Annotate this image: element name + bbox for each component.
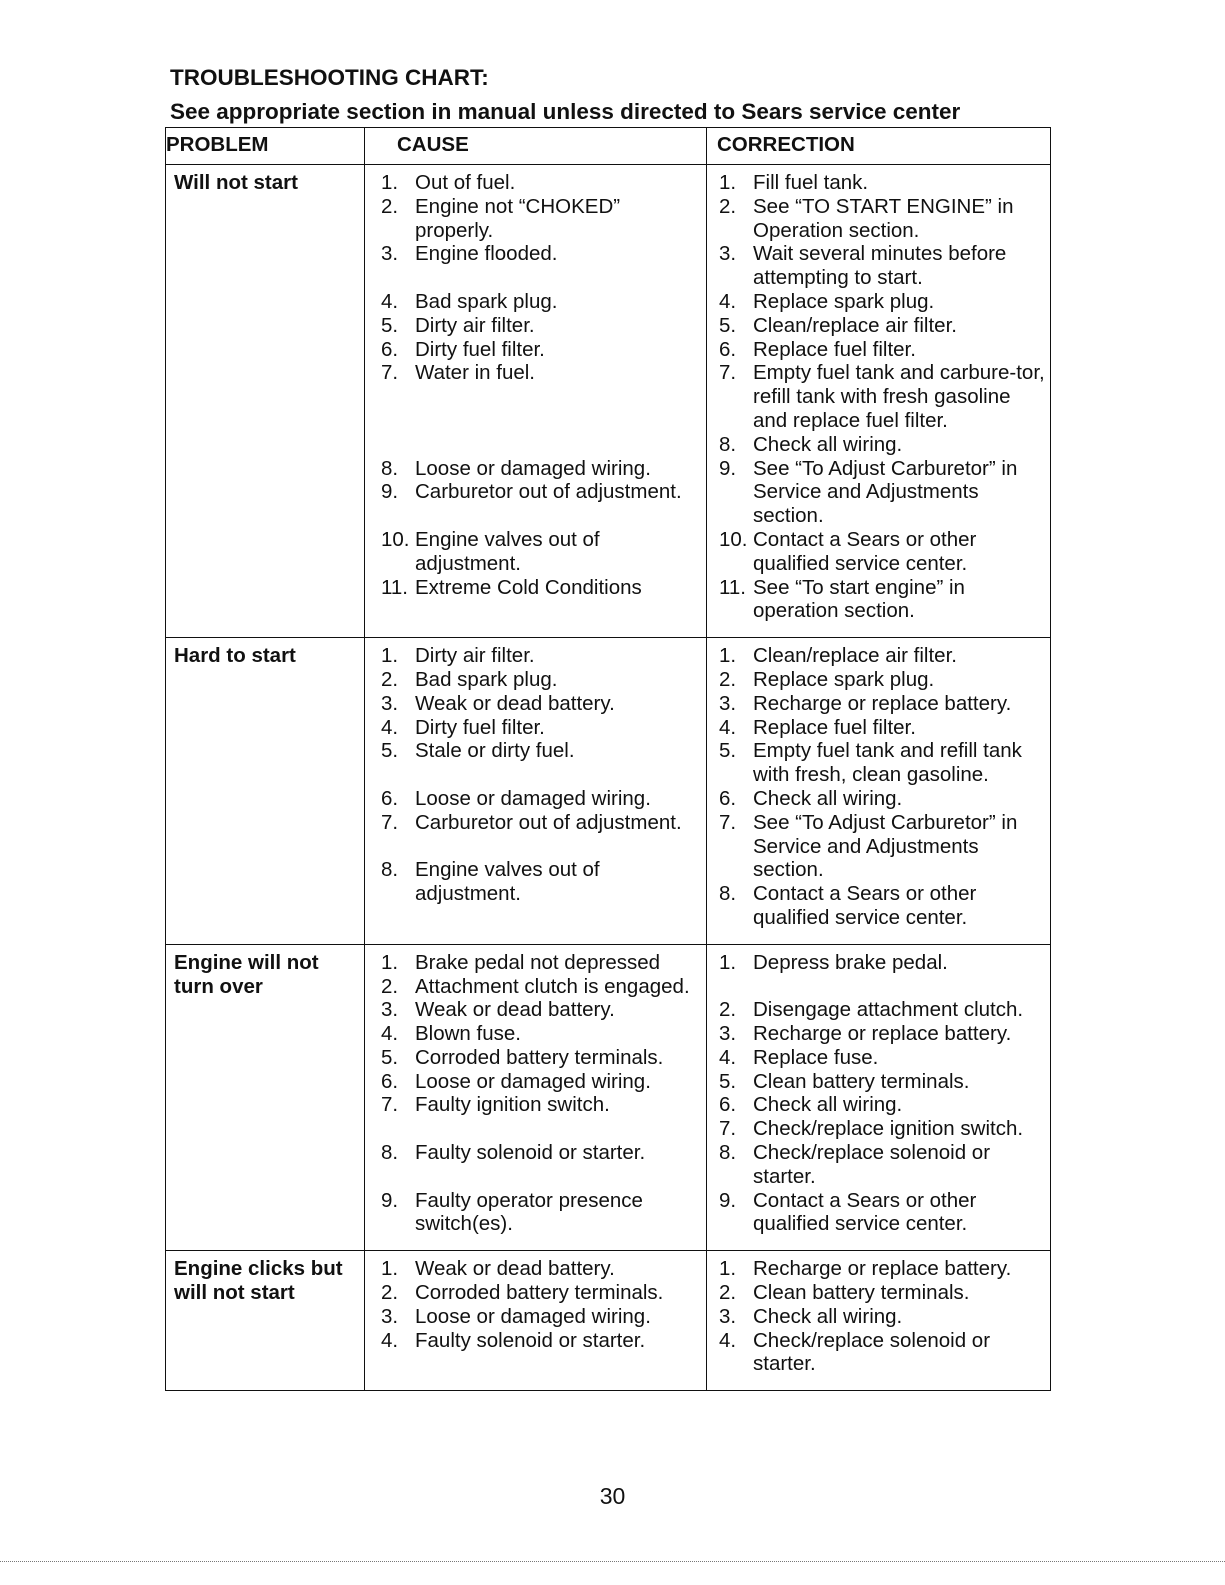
item-text: Empty fuel tank and refill tank with fresh, clean gasoline. [753, 739, 1022, 787]
item-text: Check all wiring. [753, 1304, 903, 1328]
item-text: Engine valves out of adjustment. [415, 527, 600, 575]
item-number: 1. [719, 1257, 737, 1281]
correction-cell [707, 165, 1051, 638]
item-number: 5. [719, 739, 737, 763]
item-number: 6. [719, 1093, 737, 1117]
item-text: Weak or dead battery. [415, 1257, 615, 1281]
item-text: See “To Adjust Carburetor” in Service and Adjustments section. [753, 810, 1018, 882]
item-text: Depress brake pedal. [753, 950, 948, 974]
item-text: Check/replace ignition switch. [753, 1117, 1024, 1141]
item-number: 6. [719, 786, 737, 810]
cause-cell [365, 1251, 707, 1391]
item-text: Brake pedal not depressed [415, 950, 661, 974]
item-text: Bad spark plug. [415, 667, 558, 691]
item-text: See “To start engine” in operation section. [753, 575, 965, 623]
item-text: Clean battery terminals. [753, 1069, 970, 1093]
correction-item [719, 1022, 1048, 1046]
item-text: Fill fuel tank. [753, 171, 869, 194]
item-text: Corroded battery terminals. [415, 1281, 664, 1305]
cause-item [381, 290, 702, 314]
cause-item [381, 1305, 702, 1329]
item-text: Dirty air filter. [415, 644, 535, 668]
item-number: 1. [381, 171, 399, 194]
correction-item [719, 787, 1048, 811]
cause-item [381, 1281, 702, 1305]
correction-item [719, 644, 1048, 668]
cause-item [381, 644, 702, 668]
item-number: 11. [719, 575, 746, 599]
item-number: 2. [381, 1281, 399, 1305]
item-number: 4. [719, 715, 737, 739]
item-number: 4. [719, 289, 737, 313]
item-text: Check all wiring. [753, 1093, 903, 1117]
item-number: 7. [719, 1117, 737, 1141]
correction-item [719, 1093, 1048, 1117]
correction-item [719, 1329, 1048, 1377]
correction-item [719, 1257, 1048, 1281]
item-number: 11. [381, 575, 408, 599]
item-text: Replace spark plug. [753, 289, 935, 313]
problem-cell: Hard to start [166, 638, 365, 945]
item-text: Loose or damaged wiring. [415, 456, 651, 480]
item-number: 3. [719, 1022, 737, 1046]
item-text: Faulty solenoid or starter. [415, 1141, 646, 1165]
item-number: 4. [381, 715, 399, 739]
item-number: 6. [381, 337, 399, 361]
header-correction: CORRECTION [707, 128, 1051, 165]
correction-item [719, 739, 1048, 787]
correction-cell [707, 638, 1051, 945]
item-number: 7. [381, 810, 399, 834]
item-text: Engine flooded. [415, 242, 558, 266]
correction-item [719, 692, 1048, 716]
page-subtitle: See appropriate section in manual unless directed to Sears service center [170, 99, 961, 124]
item-text: Replace spark plug. [753, 667, 935, 691]
item-text: Dirty air filter. [415, 313, 535, 337]
correction-cell [707, 944, 1051, 1251]
item-number: 2. [381, 194, 399, 218]
item-number: 9. [381, 480, 399, 504]
item-text: Recharge or replace battery. [753, 1257, 1012, 1281]
correction-item [719, 668, 1048, 692]
item-text: Attachment clutch is engaged. [415, 974, 690, 998]
item-number: 5. [381, 739, 399, 763]
item-text: Carburetor out of adjustment. [415, 480, 682, 504]
cause-item [381, 716, 702, 740]
item-text: Out of fuel. [415, 171, 516, 194]
item-number: 5. [381, 1045, 399, 1069]
item-number: 9. [719, 1188, 737, 1212]
cause-item [381, 338, 702, 362]
item-text: Replace fuse. [753, 1045, 879, 1069]
item-number: 4. [381, 1022, 399, 1046]
item-text: Water in fuel. [415, 361, 536, 385]
cause-cell [365, 944, 707, 1251]
cause-item [381, 1070, 702, 1094]
item-number: 8. [381, 456, 399, 480]
correction-item [719, 433, 1048, 457]
item-text: Check/replace solenoid or starter. [753, 1328, 991, 1376]
item-number: 1. [381, 644, 399, 668]
cause-item [381, 811, 702, 835]
item-text: Disengage attachment clutch. [753, 998, 1024, 1022]
item-text: Carburetor out of adjustment. [415, 810, 682, 834]
item-number: 2. [719, 998, 737, 1022]
item-number: 6. [381, 1069, 399, 1093]
item-text: See “TO START ENGINE” in Operation section. [753, 194, 1014, 242]
cause-item [381, 480, 702, 504]
correction-item [719, 1117, 1048, 1141]
correction-item [719, 811, 1048, 882]
cause-cell [365, 638, 707, 945]
item-text: Dirty fuel filter. [415, 337, 545, 361]
troubleshooting-table [165, 127, 1051, 1391]
cause-item [381, 314, 702, 338]
item-number: 1. [719, 171, 737, 194]
correction-item [719, 1046, 1048, 1070]
correction-item [719, 951, 1048, 975]
item-number: 3. [381, 998, 399, 1022]
item-number: 1. [381, 950, 399, 974]
item-text: Clean battery terminals. [753, 1281, 970, 1305]
item-number: 7. [719, 810, 737, 834]
item-text: Extreme Cold Conditions [415, 575, 642, 599]
correction-item [719, 457, 1048, 528]
item-number: 3. [719, 242, 737, 266]
item-number: 5. [719, 1069, 737, 1093]
cause-item [381, 692, 702, 716]
table-row [166, 1251, 1051, 1391]
item-number: 3. [719, 1304, 737, 1328]
item-number: 4. [381, 289, 399, 313]
item-text: Wait several minutes before attempting to start. [753, 242, 1007, 290]
item-text: Clean/replace air filter. [753, 644, 957, 668]
correction-item [719, 171, 1048, 195]
header-problem: PROBLEM [166, 128, 365, 165]
cause-item [381, 1141, 702, 1165]
item-text: Loose or damaged wiring. [415, 1304, 651, 1328]
item-number: 3. [381, 1304, 399, 1328]
item-number: 2. [381, 667, 399, 691]
item-number: 6. [719, 337, 737, 361]
item-text: Weak or dead battery. [415, 998, 615, 1022]
page-number: 30 [599, 1483, 626, 1509]
item-number: 4. [719, 1045, 737, 1069]
table-row [166, 638, 1051, 945]
item-number: 4. [381, 1328, 399, 1352]
cause-item [381, 998, 702, 1022]
item-text: Clean/replace air filter. [753, 313, 957, 337]
correction-item [719, 195, 1048, 243]
correction-item [719, 716, 1048, 740]
item-number: 2. [381, 974, 399, 998]
cause-item [381, 528, 702, 576]
item-number: 1. [381, 1257, 399, 1281]
item-text: Contact a Sears or other qualified service center. [753, 882, 977, 929]
item-text: Faulty ignition switch. [415, 1093, 610, 1117]
cause-item [381, 361, 702, 385]
item-text: Recharge or replace battery. [753, 691, 1012, 715]
item-number: 10. [381, 527, 410, 551]
header-row [166, 128, 1051, 165]
correction-item [719, 882, 1048, 930]
cause-item [381, 858, 702, 906]
item-number: 8. [381, 858, 399, 882]
correction-item [719, 1189, 1048, 1237]
item-text: Dirty fuel filter. [415, 715, 545, 739]
cause-item [381, 242, 702, 266]
cause-item [381, 787, 702, 811]
item-text: Blown fuse. [415, 1022, 521, 1046]
bottom-divider [0, 1561, 1225, 1562]
correction-item [719, 338, 1048, 362]
cause-item [381, 739, 702, 763]
item-number: 7. [381, 361, 399, 385]
table-row [166, 165, 1051, 638]
cause-item [381, 171, 702, 195]
item-number: 10. [719, 527, 748, 551]
item-text: Weak or dead battery. [415, 691, 615, 715]
item-text: Check/replace solenoid or starter. [753, 1141, 991, 1188]
cause-item [381, 975, 702, 999]
item-text: See “To Adjust Carburetor” in Service and Adjustments section. [753, 456, 1018, 528]
item-text: Stale or dirty fuel. [415, 739, 575, 763]
table-row [166, 944, 1051, 1251]
item-text: Engine not “CHOKED” properly. [415, 194, 621, 242]
item-number: 3. [381, 242, 399, 266]
page-title: TROUBLESHOOTING CHART: [170, 65, 489, 90]
problem-cell: Engine will not turn over [166, 944, 365, 1251]
cause-cell [365, 165, 707, 638]
correction-item [719, 242, 1048, 290]
cause-item [381, 576, 702, 600]
item-text: Check all wiring. [753, 432, 903, 456]
item-number: 8. [381, 1141, 399, 1165]
item-number: 1. [719, 950, 737, 974]
correction-cell [707, 1251, 1051, 1391]
correction-item [719, 314, 1048, 338]
item-text: Bad spark plug. [415, 289, 558, 313]
item-number: 1. [719, 644, 737, 668]
correction-item [719, 1070, 1048, 1094]
item-text: Replace fuel filter. [753, 715, 916, 739]
item-number: 6. [381, 786, 399, 810]
item-number: 5. [381, 313, 399, 337]
item-number: 2. [719, 1281, 737, 1305]
item-number: 7. [381, 1093, 399, 1117]
item-number: 3. [719, 691, 737, 715]
cause-item [381, 668, 702, 692]
cause-item [381, 1046, 702, 1070]
correction-item [719, 361, 1048, 432]
table-body [166, 165, 1051, 1391]
cause-item [381, 1189, 702, 1237]
correction-item [719, 290, 1048, 314]
cause-item [381, 951, 702, 975]
item-number: 9. [381, 1188, 399, 1212]
correction-item [719, 1305, 1048, 1329]
item-text: Loose or damaged wiring. [415, 1069, 651, 1093]
item-text: Check all wiring. [753, 786, 903, 810]
item-number: 3. [381, 691, 399, 715]
item-text: Recharge or replace battery. [753, 1022, 1012, 1046]
cause-item [381, 1093, 702, 1117]
item-number: 2. [719, 194, 737, 218]
header-cause: CAUSE [365, 128, 707, 165]
item-text: Contact a Sears or other qualified service center. [753, 1188, 977, 1236]
correction-item [719, 576, 1048, 624]
item-number: 2. [719, 667, 737, 691]
correction-item [719, 998, 1048, 1022]
item-text: Replace fuel filter. [753, 337, 916, 361]
correction-item [719, 1141, 1048, 1189]
item-number: 9. [719, 456, 737, 480]
item-number: 8. [719, 432, 737, 456]
cause-item [381, 195, 702, 243]
correction-item [719, 1281, 1048, 1305]
item-text: Faulty operator presence switch(es). [415, 1188, 643, 1236]
item-number: 7. [719, 361, 737, 385]
item-text: Engine valves out of adjustment. [415, 858, 600, 906]
item-text: Corroded battery terminals. [415, 1045, 664, 1069]
problem-cell: Will not start [166, 165, 365, 638]
item-text: Empty fuel tank and carbure-tor, refill tank with fresh gasoline and replace fuel filter. [753, 361, 1045, 432]
item-text: Contact a Sears or other qualified service center. [753, 527, 977, 575]
cause-item [381, 457, 702, 481]
item-number: 8. [719, 882, 737, 906]
cause-item [381, 1022, 702, 1046]
correction-item [719, 528, 1048, 576]
item-text: Loose or damaged wiring. [415, 786, 651, 810]
problem-cell: Engine clicks but will not start [166, 1251, 365, 1391]
item-text: Faulty solenoid or starter. [415, 1328, 646, 1352]
item-number: 5. [719, 313, 737, 337]
cause-item [381, 1329, 702, 1353]
item-number: 8. [719, 1141, 737, 1165]
item-number: 4. [719, 1328, 737, 1352]
cause-item [381, 1257, 702, 1281]
